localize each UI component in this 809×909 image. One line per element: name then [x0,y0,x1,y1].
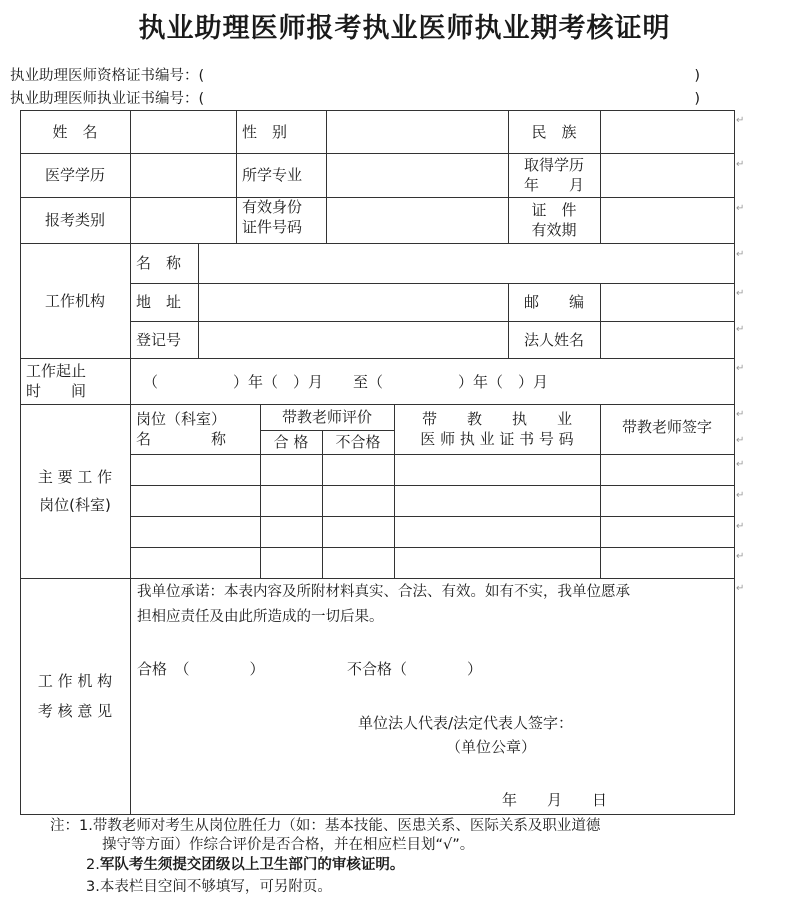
legal-person-label: 法人姓名 [523,330,584,349]
post-row[interactable] [131,517,734,547]
work-period-field[interactable]: （ ）年（ ）月 至（ ）年（ ）月 [143,372,549,391]
opinion-pass-option[interactable]: 合格 （ ） [137,660,265,678]
main-post-label-line2: 岗位(科室) [39,496,111,514]
teacher-license-header [394,404,600,454]
id-validity-field[interactable] [601,198,734,243]
form-title: 执业助理医师报考执业医师执业期考核证明 [138,13,671,44]
note-1-line1: 带教老师对考生从岗位胜任力（如：基本技能、医患关系、医际关系及职业道德 [92,818,601,834]
practice-cert-number-line [10,90,700,108]
exam-category-field[interactable] [131,198,236,243]
id-validity-label-line2: 有效期 [531,221,577,239]
registration-number-label: 登记号 [136,330,182,349]
obtained-date-field[interactable] [601,154,734,197]
postcode-field[interactable] [601,284,734,321]
name-label: 姓 名 [52,122,98,141]
gender-field[interactable] [327,111,508,153]
work-period-label-line2: 时 间 [26,382,87,400]
teacher-license-header-line1: 带 教 执 业 [421,410,572,428]
note-1-number: 注：1. [50,818,93,834]
gender-label: 性 别 [242,122,288,141]
practice-cert-close: ) [694,91,700,107]
legal-person-field[interactable] [601,322,734,358]
main-post-label-line1: 主 要 工 作 [37,468,113,486]
obtained-date-label-line2: 年 月 [523,176,584,194]
education-label: 医学学历 [44,166,105,184]
note-1 [50,817,600,836]
main-post-label [20,404,130,578]
post-row[interactable] [131,548,734,578]
id-number-field[interactable] [327,198,508,243]
note-3-number: 3. [86,879,100,895]
teacher-license-header-line2: 医 师 执 业 证 书 号 码 [420,430,574,448]
qualification-cert-label: 执业助理医师资格证书编号：( [10,68,205,84]
obtained-date-label [508,153,600,197]
assessment-opinion-label-line1: 工 作 机 构 [37,672,113,690]
id-validity-label-line1: 证 件 [531,201,577,219]
post-name-header-line1: 岗位（科室） [136,410,227,428]
note-3 [86,878,332,897]
note-1-line2: 操守等方面）作综合评价是否合格，并在相应栏目划“√”。 [102,837,475,853]
registration-number-field[interactable] [199,322,508,358]
fail-header: 不合格 [335,433,381,451]
post-name-header-line2: 名 称 [136,430,227,448]
pledge-text [137,580,733,630]
org-name-label: 名 称 [136,254,182,272]
teacher-evaluation-header: 带教老师评价 [281,408,372,426]
note-3-text: 本表栏目空间不够填写，可另附页。 [99,879,332,895]
id-number-label [236,197,326,243]
obtained-date-label-line1: 取得学历 [523,156,584,174]
pledge-line1: 我单位承诺：本表内容及所附材料真实、合法、有效。如有不实，我单位愿承 [137,584,630,600]
post-row[interactable] [131,486,734,516]
opinion-fail-option[interactable]: 不合格（ ） [347,660,483,678]
practice-cert-label: 执业助理医师执业证书编号：( [10,91,205,107]
note-2-text: 军队考生须提交团级以上卫生部门的审核证明。 [99,857,405,873]
exam-category-label: 报考类别 [44,211,105,229]
org-address-label: 地 址 [136,293,182,311]
pledge-line2: 担相应责任及由此所造成的一切后果。 [137,609,384,625]
official-seal-label: （单位公章） [446,738,537,756]
id-number-label-line1: 有效身份 [242,198,303,216]
assessment-opinion-label-line2: 考 核 意 见 [37,702,113,720]
education-field[interactable] [131,154,236,197]
work-period-label [20,358,130,404]
work-period-label-line1: 工作起止 [26,362,87,380]
id-number-label-line2: 证件号码 [242,218,303,236]
name-field[interactable] [131,111,236,153]
note-2 [86,856,404,875]
work-org-label: 工作机构 [44,291,105,310]
major-field[interactable] [327,154,508,197]
legal-rep-signature-label[interactable]: 单位法人代表/法定代表人签字： [358,714,574,732]
ethnicity-label: 民 族 [531,122,577,141]
ethnicity-field[interactable] [601,111,734,153]
org-name-field[interactable] [199,244,734,283]
opinion-date: 年 月 日 [502,791,608,809]
post-row[interactable] [131,455,734,485]
major-label: 所学专业 [242,166,303,184]
id-validity-label [508,197,600,243]
pass-header: 合 格 [273,433,309,451]
qualification-cert-close: ) [694,68,700,84]
org-address-field[interactable] [199,284,508,321]
teacher-sign-header: 带教老师签字 [621,418,712,436]
assessment-opinion-label [20,578,130,814]
post-name-header [130,404,260,454]
postcode-label: 邮 编 [523,293,584,311]
qualification-cert-number-line [10,67,700,85]
note-2-number: 2. [86,857,100,873]
